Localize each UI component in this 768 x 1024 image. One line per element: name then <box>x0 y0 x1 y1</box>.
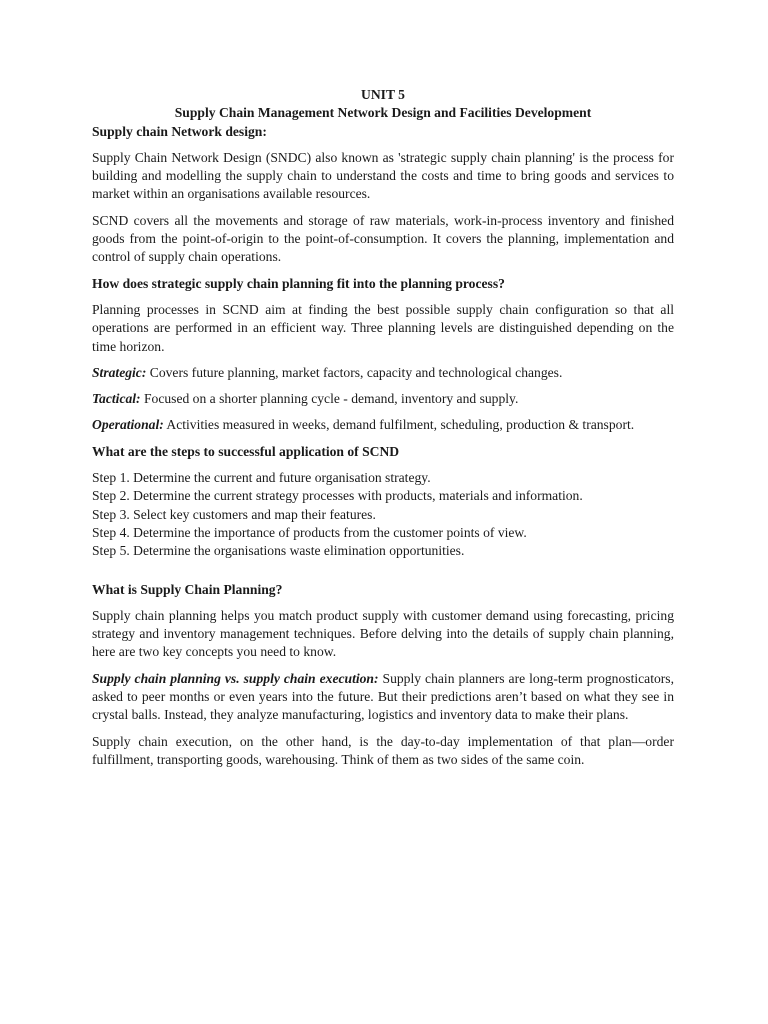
section-heading-planning-fit: How does strategic supply chain planning fit into the planning process? <box>92 275 505 291</box>
steps-list <box>92 469 674 560</box>
paragraph-scnd-coverage: SCND covers all the movements and storage of raw materials, work-in-process inventory and finished goods from the point-of-origin to the point-of-consumption. It covers the planning, implementation and control of supply chain operations. <box>92 212 674 265</box>
planning-level-operational <box>92 416 674 434</box>
planning-level-label: Strategic: <box>92 364 147 380</box>
paragraph-planning-processes: Planning processes in SCND aim at finding the best possible supply chain configuration so that all operations are performed in an efficient way. Three planning levels are distinguished depending on the time horizon. <box>92 301 674 354</box>
section-heading-supply-chain-planning: What is Supply Chain Planning? <box>92 581 283 597</box>
planning-level-label: Tactical: <box>92 391 141 407</box>
planning-level-text: Focused on a shorter planning cycle - demand, inventory and supply. <box>140 391 519 407</box>
planning-level-strategic <box>92 364 674 382</box>
planning-level-tactical <box>92 390 674 408</box>
document-title: Supply Chain Management Network Design and Facilities Development <box>174 105 592 121</box>
section-heading-network-design: Supply chain Network design: <box>92 123 267 139</box>
paragraph-body: Supply chain planners are long-term prognosticators, asked to peer months or even years into the future. But their predictions aren’t based on what they see in crystal balls. Instead, they analyze manufacturing, logistics and inventory data to make their plans. <box>92 670 674 723</box>
paragraph-lead: Supply chain planning vs. supply chain execution: <box>92 670 379 686</box>
list-item: Step 5. Determine the organisations waste elimination opportunities. <box>92 543 465 559</box>
planning-level-label: Operational: <box>92 417 164 433</box>
paragraph-scp-overview: Supply chain planning helps you match product supply with customer demand using forecasting, pricing strategy and inventory management techniques. Before delving into the details of supply chain planning, here are two key concepts you need to know. <box>92 607 674 660</box>
list-item: Step 3. Select key customers and map their features. <box>92 506 376 522</box>
document-page <box>92 86 674 769</box>
paragraph-planning-vs-execution <box>92 670 674 725</box>
list-item: Step 1. Determine the current and future organisation strategy. <box>92 470 431 486</box>
paragraph-execution: Supply chain execution, on the other hand, is the day-to-day implementation of that plan—order fulfillment, transporting goods, warehousing. Think of them as two sides of the same coin. <box>92 733 674 767</box>
list-item: Step 2. Determine the current strategy processes with products, materials and information. <box>92 488 583 504</box>
unit-number: UNIT 5 <box>361 87 405 102</box>
planning-level-text: Activities measured in weeks, demand fulfilment, scheduling, production & transport. <box>163 417 635 433</box>
planning-level-text: Covers future planning, market factors, capacity and technological changes. <box>146 364 563 380</box>
paragraph-sndc-definition: Supply Chain Network Design (SNDC) also known as 'strategic supply chain planning' is the process for building and modelling the supply chain to understand the costs and time to bring goods and services to market within an organisations available resources. <box>92 149 674 202</box>
section-heading-scnd-steps: What are the steps to successful application of SCND <box>92 443 400 459</box>
list-item: Step 4. Determine the importance of products from the customer points of view. <box>92 524 527 540</box>
